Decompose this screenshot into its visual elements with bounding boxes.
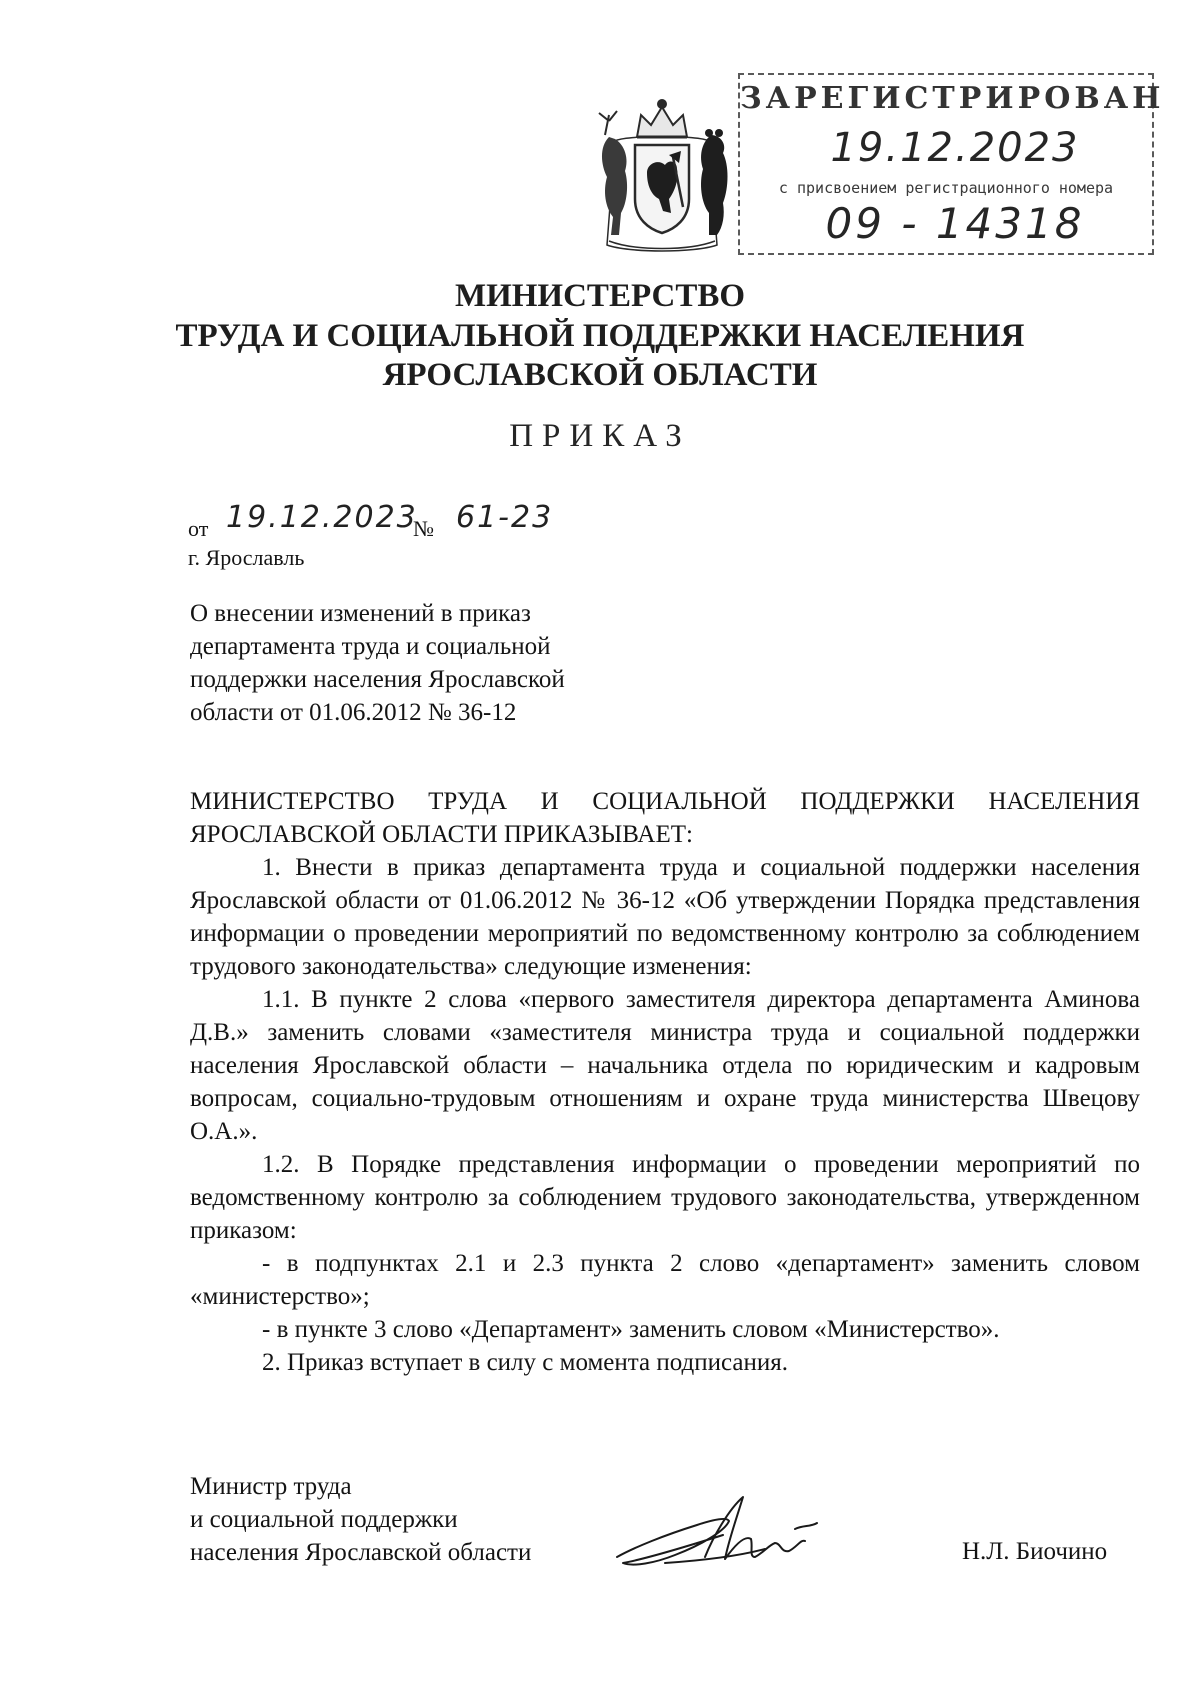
position-line: Министр труда bbox=[190, 1473, 352, 1500]
ministry-title-line3: ЯРОСЛАВСКОЙ ОБЛАСТИ bbox=[382, 357, 818, 393]
stamp-date: 19.12.2023 bbox=[830, 125, 1080, 171]
paragraph-1-1: 1.1. В пункте 2 слова «первого заместителя директора департамента Аминова Д.В.» заменить словами «заместителя министра труда и социальной поддержки населения Ярославской области – начальника отдела по юридическим и кадровым вопросам, социально-трудовым отношениям и охране труда министерства Швецову О.А.». bbox=[190, 986, 1140, 1145]
position-line: населения Ярославской области bbox=[190, 1539, 532, 1566]
order-subject bbox=[190, 597, 565, 729]
paragraph-1-2: 1.2. В Порядке представления информации о проведении мероприятий по ведомственному контролю за соблюдением трудового законодательства, утвержденном приказом: bbox=[190, 1151, 1140, 1244]
stamp-registration-number: 09 - 14318 bbox=[825, 199, 1085, 248]
signatory-position bbox=[190, 1470, 531, 1569]
paragraph-2: 2. Приказ вступает в силу с момента подписания. bbox=[262, 1349, 788, 1376]
body-intro: МИНИСТЕРСТВО ТРУДА И СОЦИАЛЬНОЙ ПОДДЕРЖКИ НАСЕЛЕНИЯ ЯРОСЛАВСКОЙ ОБЛАСТИ ПРИКАЗЫВАЕТ: bbox=[190, 788, 1140, 848]
subject-line: области от 01.06.2012 № 36-12 bbox=[190, 699, 517, 726]
signatory-name: Н.Л. Биочино bbox=[962, 1538, 1108, 1565]
registration-stamp bbox=[738, 73, 1165, 255]
city: г. Ярославль bbox=[188, 545, 305, 570]
subject-line: О внесении изменений в приказ bbox=[190, 600, 531, 627]
subject-line: поддержки населения Ярославской bbox=[190, 666, 565, 693]
order-body bbox=[190, 785, 1140, 1379]
bullet-1: - в подпунктах 2.1 и 2.3 пункта 2 слово «департамент» заменить словом «министерство»; bbox=[190, 1250, 1140, 1310]
subject-line: департамента труда и социальной bbox=[190, 633, 551, 660]
stamp-caption: с присвоением регистрационного номера bbox=[778, 179, 1114, 197]
handwritten-signature bbox=[605, 1487, 830, 1579]
bullet-2: - в пункте 3 слово «Департамент» заменить словом «Министерство». bbox=[262, 1316, 1000, 1343]
coat-of-arms-emblem bbox=[585, 95, 740, 255]
ministry-title-line2: ТРУДА И СОЦИАЛЬНОЙ ПОДДЕРЖКИ НАСЕЛЕНИЯ bbox=[175, 318, 1025, 354]
document-type: ПРИКАЗ bbox=[509, 418, 691, 454]
ministry-title-line1: МИНИСТЕРСТВО bbox=[454, 278, 746, 314]
position-line: и социальной поддержки bbox=[190, 1506, 458, 1533]
order-date: 19.12.2023 bbox=[226, 500, 418, 535]
paragraph-1: 1. Внести в приказ департамента труда и социальной поддержки населения Ярославской области от 01.06.2012 № 36-12 «Об утверждении Порядка представления информации о проведении мероприятий по ведомственному контролю за соблюдением трудового законодательства» следующие изменения: bbox=[190, 854, 1140, 980]
order-number: 61-23 bbox=[456, 500, 554, 535]
number-sign: № bbox=[413, 516, 434, 541]
date-prefix: от bbox=[188, 516, 209, 541]
stamp-heading: ЗАРЕГИСТРИРОВАН bbox=[740, 81, 1165, 116]
